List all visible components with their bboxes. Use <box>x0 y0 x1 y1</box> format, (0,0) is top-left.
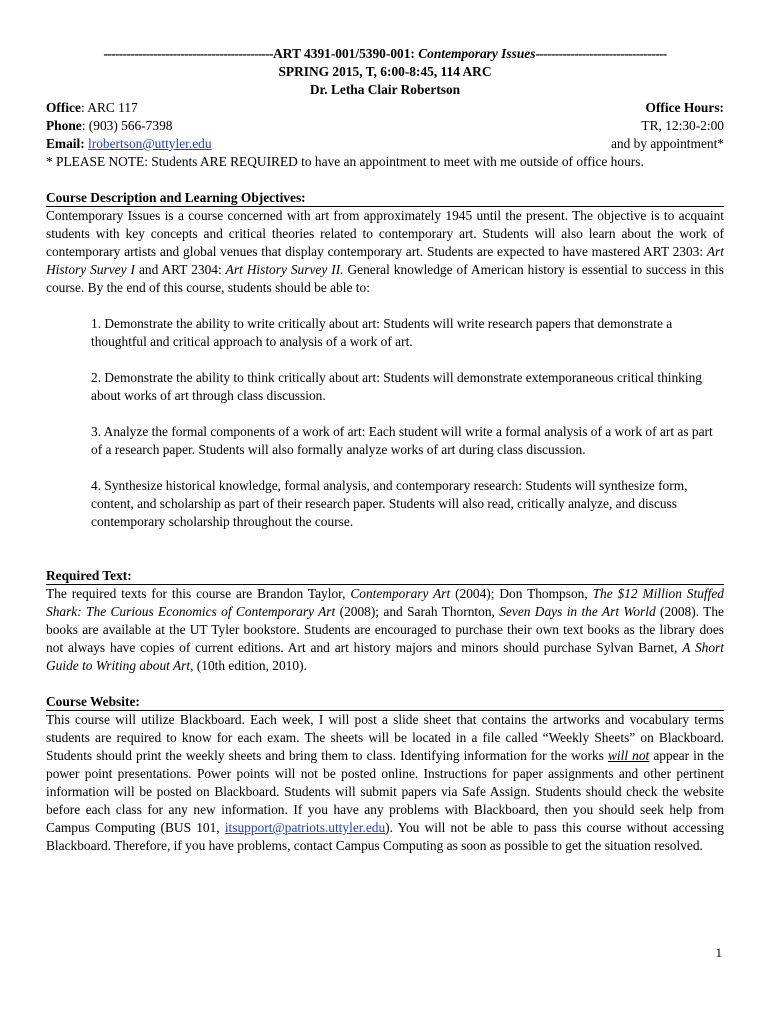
dash-rule-left: -------------------------------------------- <box>103 46 274 61</box>
book-title: Seven Days in the Art World <box>499 604 656 619</box>
page-content <box>46 45 724 855</box>
email-row <box>46 135 724 153</box>
course-code: ART 4391-001/5390-001: <box>273 46 419 61</box>
appointment-note: * PLEASE NOTE: Students ARE REQUIRED to have an appointment to meet with me outside of office hours. <box>46 154 644 169</box>
instructor-email-link[interactable]: lrobertson@uttyler.edu <box>88 136 212 151</box>
office-row <box>46 99 724 117</box>
website-heading: Course Website: <box>46 693 724 711</box>
dash-rule-right: ---------------------------------- <box>535 46 667 61</box>
website-text-part: appear in the power point presentations. Power points will not be posted online. Instructions for paper assignments and other pertinent information will be posted on Blackboard. Students will submit papers via Safe Assign. Students should check the website before each class for any new information. If you have any problems with Blackboard, then you should seek help from Campus Computing (BUS 101, <box>46 748 724 835</box>
office-hours-label: Office Hours: <box>645 100 724 115</box>
required-text-part: (2008); and Sarah Thornton, <box>335 604 500 619</box>
description-text-3: General knowledge of American history is essential to success in this course. By the end of this course, students should be able to: <box>46 262 724 295</box>
survey-2-title: Art History Survey II. <box>225 262 344 277</box>
book-title: Contemporary Art <box>350 586 451 601</box>
survey-1-title: Art History Survey I <box>46 244 724 277</box>
instructor-name: Dr. Letha Clair Robertson <box>309 82 461 97</box>
page-number: 1 <box>715 945 722 960</box>
required-text-part: , (10th edition, 2010). <box>190 658 307 673</box>
website-text-part: This course will utilize Blackboard. Each week, I will post a slide sheet that contains the artworks and vocabulary terms students are required to know for each exam. The sheets will be located in a file called “Weekly Sheets” on Blackboard. Students should print the weekly sheets and bring them to class. Identifying information for the works <box>46 712 724 763</box>
itsupport-email-link[interactable]: itsupport@patriots.uttyler.edu <box>224 820 386 835</box>
office-hours-appointment: and by appointment* <box>610 136 724 151</box>
course-title: Contemporary Issues <box>418 46 536 61</box>
phone-info <box>46 117 172 135</box>
email-label: Email: <box>46 136 85 151</box>
office-value: : ARC 117 <box>80 100 138 115</box>
required-text-part: (2008). The books are available at the UT Tyler bookstore. Students are encouraged to purchase their own text books as the library does not always have copies of current editions. Art and art history majors and minors should purchase Sylvan Barnet, <box>46 604 724 655</box>
objective-item: 4. Synthesize historical knowledge, formal analysis, and contemporary research: Students will synthesize form, content, and scholarship as part of their research paper. Students will also read, critically analyze, and discuss contemporary scholarship throughout the course. <box>91 478 688 529</box>
office-info <box>46 99 138 117</box>
website-paragraph <box>46 711 724 855</box>
website-text-part: ). You will not be able to pass this course without accessing Blackboard. Therefore, if you have problems, contact Campus Computing as soon as possible to get the situation resolved. <box>46 820 725 853</box>
phone-value: : (903) 566-7398 <box>81 118 173 133</box>
office-label: Office <box>46 100 81 115</box>
description-heading: Course Description and Learning Objectives: <box>46 189 724 207</box>
description-text-2: and ART 2304: <box>134 262 226 277</box>
objective-item: 1. Demonstrate the ability to write critically about art: Students will write research papers that demonstrate a thoughtful and critical approach to analysis of a work of art. <box>91 316 673 349</box>
required-text-part: (2004); Don Thompson, <box>450 586 593 601</box>
required-text-paragraph <box>46 585 724 675</box>
description-paragraph <box>46 207 724 297</box>
required-text-part: The required texts for this course are Brandon Taylor, <box>46 586 351 601</box>
objectives-list <box>91 315 714 531</box>
objective-item: 2. Demonstrate the ability to think critically about art: Students will demonstrate extemporaneous critical thinking about works of art through class discussion. <box>91 370 702 403</box>
emphasis-will-not: will not <box>607 748 650 763</box>
course-schedule: SPRING 2015, T, 6:00-8:45, 114 ARC <box>278 64 492 79</box>
book-title: A Short Guide to Writing about Art <box>46 640 724 673</box>
office-hours-value: TR, 12:30-2:00 <box>641 118 724 133</box>
required-text-heading: Required Text: <box>46 567 724 585</box>
description-text-1: Contemporary Issues is a course concerned with art from approximately 1945 until the present. The objective is to acquaint students with key concepts and critical theories related to contemporary art. Students will also learn about the work of contemporary artists and global venues that display contemporary art. Students are expected to have mastered ART 2303: <box>46 208 724 259</box>
course-title-line <box>46 45 724 63</box>
phone-label: Phone <box>46 118 82 133</box>
objective-item: 3. Analyze the formal components of a work of art: Each student will write a formal analysis of a work of art as part of a research paper. Students will also formally analyze works of art during class discussion. <box>91 424 713 457</box>
phone-row <box>46 117 724 135</box>
book-title: The $12 Million Stuffed Shark: The Curious Economics of Contemporary Art <box>46 586 725 619</box>
email-info <box>46 135 212 153</box>
